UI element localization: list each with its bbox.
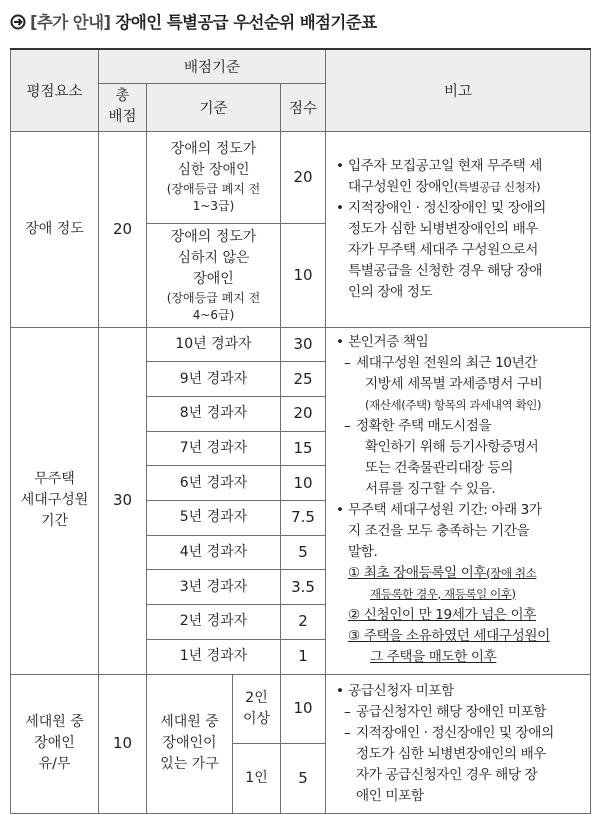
title-text: 장애인 특별공급 우선순위 배점기준표 xyxy=(115,13,377,32)
homeless-row-label: 4년 경과자 xyxy=(147,535,281,570)
homeless-row-score: 15 xyxy=(281,431,326,466)
homeless-row-score: 20 xyxy=(281,396,326,431)
homeless-row-score: 2 xyxy=(281,605,326,640)
title-tag: [추가 안내] xyxy=(30,13,111,32)
page-title xyxy=(10,8,376,38)
homeless-row-score: 3.5 xyxy=(281,570,326,605)
homeless-row-label: 2년 경과자 xyxy=(147,605,281,640)
homeless-row-label: 9년 경과자 xyxy=(147,362,281,397)
homeless-row-label: 6년 경과자 xyxy=(147,466,281,501)
household-score-1: 10 xyxy=(281,674,326,744)
homeless-notes: • 본인거증 책임 – 세대구성원 전원의 최근 10년간 지방세 세목별 과세증명서 구비 (재산세(주택) 항목의 과세내역 확인) – 정확한 주택 매도시점을 확인하기 위해 등기사항증명서 또는 건축물관리대장 등의 서류를 징구할 수 있음. • 무주택 세대구성원 기간: 아래 3가 지 조건을 모두 충족하는 기간을 말함. ① 최초 장애등록일 이후(장애 취소 재등록한 경우, 재등록일 이후) ② 신청인이 만 19세가 넘은 이후 ③ 주택을 소유하였던 세대구성원이 그 주택을 매도한 이후 xyxy=(326,327,591,674)
homeless-row-label: 1년 경과자 xyxy=(147,639,281,674)
homeless-row-label: 5년 경과자 xyxy=(147,500,281,535)
household-sub-2: 1인 xyxy=(233,744,281,814)
header-criteria-group: 배점기준 xyxy=(99,49,326,83)
homeless-row-score: 7.5 xyxy=(281,500,326,535)
disability-total: 20 xyxy=(99,131,147,327)
header-score: 점수 xyxy=(281,83,326,131)
homeless-row-score: 5 xyxy=(281,535,326,570)
homeless-row-score: 30 xyxy=(281,327,326,362)
disability-score-1: 20 xyxy=(281,131,326,223)
disability-criteria-2: 장애의 정도가 심하지 않은 장애인 (장애등급 폐지 전 4~6급) xyxy=(147,223,281,327)
disability-notes: • 입주자 모집공고일 현재 무주택 세 대구성원인 장애인(특별공급 신청자) • 지적장애인 · 정신장애인 및 장애의 정도가 심한 뇌병변장애인의 배우 자가 무주택 세대주 구성원으로서 특별공급을 신청한 경우 해당 장애 인의 장애 정도 xyxy=(326,131,591,327)
homeless-row-score: 10 xyxy=(281,466,326,501)
circle-arrow-icon xyxy=(10,14,26,30)
household-factor: 세대원 중 장애인 유/무 xyxy=(11,674,99,813)
homeless-row-label: 3년 경과자 xyxy=(147,570,281,605)
header-total: 총 배점 xyxy=(99,83,147,131)
household-notes: • 공급신청자 미포함 – 공급신청자인 해당 장애인 미포함 – 지적장애인 · 정신장애인 및 장애의 정도가 심한 뇌병변장애인의 배우 자가 공급신청자인 경우 해당 장 애인 미포함 xyxy=(326,674,591,813)
household-criteria: 세대원 중 장애인이 있는 가구 xyxy=(147,674,233,813)
header-criteria: 기준 xyxy=(147,83,281,131)
household-sub-1: 2인 이상 xyxy=(233,674,281,744)
homeless-row-label: 10년 경과자 xyxy=(147,327,281,362)
homeless-row-score: 25 xyxy=(281,362,326,397)
homeless-row-score: 1 xyxy=(281,639,326,674)
header-remarks: 비고 xyxy=(326,49,591,131)
homeless-row-label: 8년 경과자 xyxy=(147,396,281,431)
disability-factor: 장애 정도 xyxy=(11,131,99,327)
header-factor: 평점요소 xyxy=(11,49,99,131)
household-score-2: 5 xyxy=(281,744,326,814)
homeless-row-label: 7년 경과자 xyxy=(147,431,281,466)
disability-score-2: 10 xyxy=(281,223,326,327)
disability-criteria-1: 장애의 정도가 심한 장애인 (장애등급 폐지 전 1~3급) xyxy=(147,131,281,223)
household-total: 10 xyxy=(99,674,147,813)
scoring-table xyxy=(10,48,591,814)
homeless-factor: 무주택 세대구성원 기간 xyxy=(11,327,99,674)
homeless-total: 30 xyxy=(99,327,147,674)
